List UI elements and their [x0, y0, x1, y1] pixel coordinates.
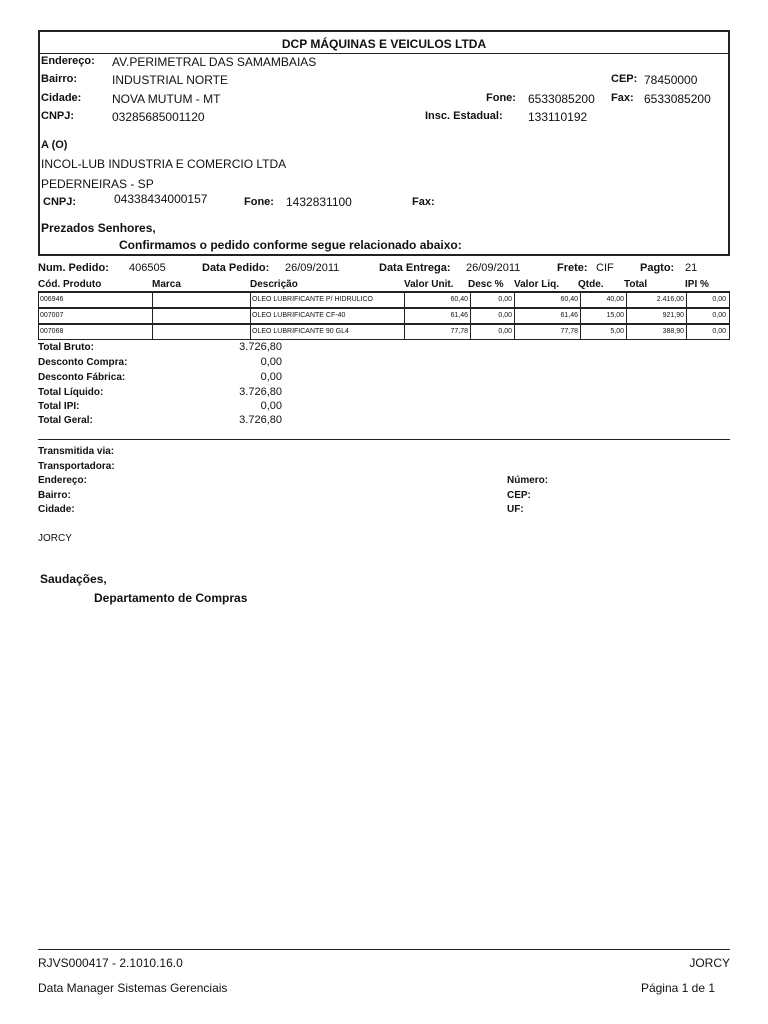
- cell-brand: [153, 309, 251, 323]
- fone-label: Fone:: [486, 92, 516, 104]
- cell-description: OLEO LUBRIFICANTE 90 GL4: [251, 325, 405, 339]
- order-date-value: 26/09/2011: [285, 262, 340, 274]
- payment-label: Pagto:: [640, 262, 675, 274]
- shipping-uf-label: UF:: [507, 504, 524, 515]
- cell-qty: 40,00: [581, 293, 627, 307]
- col-header-discount: Desc %: [468, 279, 504, 290]
- table-row: [38, 292, 730, 308]
- address-value: AV.PERIMETRAL DAS SAMAMBAIAS: [112, 55, 317, 69]
- cell-qty: 15,00: [581, 309, 627, 323]
- col-header-qty: Qtde.: [578, 279, 604, 290]
- cell-discount: 0,00: [471, 293, 515, 307]
- purchase-discount-label: Desconto Compra:: [38, 357, 128, 368]
- cell-unit-price: 61,46: [405, 309, 471, 323]
- total-net-value: 3.726,80: [239, 386, 282, 398]
- recipient-name: INCOL-LUB INDUSTRIA E COMERCIO LTDA: [41, 157, 287, 171]
- payment-value: 21: [685, 262, 698, 274]
- transmitted-via-label: Transmitida via:: [38, 446, 115, 457]
- shipping-address-label: Endereço:: [38, 475, 87, 486]
- cell-ipi: 0,00: [712, 296, 726, 303]
- recipient-fone-value: 1432831100: [286, 195, 352, 209]
- cnpj-value: 03285685001120: [112, 110, 205, 124]
- cell-description: OLEO LUBRIFICANTE CF-40: [251, 309, 405, 323]
- cell-discount: 0,00: [471, 325, 515, 339]
- total-gross-label: Total Bruto:: [38, 342, 94, 353]
- cell-code: 007007: [39, 309, 153, 323]
- cidade-label: Cidade:: [41, 92, 82, 104]
- shipping-number-label: Número:: [507, 475, 549, 486]
- carrier-label: Transportadora:: [38, 461, 115, 472]
- shipping-city-label: Cidade:: [38, 504, 75, 515]
- fone-value: 6533085200: [528, 92, 595, 106]
- cell-qty: 5,00: [581, 325, 627, 339]
- address-label: Endereço:: [41, 55, 95, 67]
- cell-net-price: 60,40: [515, 293, 581, 307]
- table-row: [38, 324, 730, 340]
- cell-ipi: 0,00: [712, 328, 726, 335]
- insc-label: Insc. Estadual:: [425, 110, 503, 122]
- cell-code: 006946: [39, 293, 153, 307]
- divider: [38, 53, 730, 54]
- total-ipi-label: Total IPI:: [38, 401, 80, 412]
- factory-discount-label: Desconto Fábrica:: [38, 372, 126, 383]
- total-ipi-value: 0,00: [260, 400, 282, 412]
- recipient-fone-label: Fone:: [244, 196, 274, 208]
- table-row: [38, 308, 730, 324]
- cell-net-price: 61,46: [515, 309, 581, 323]
- factory-discount-value: 0,00: [260, 371, 282, 383]
- footer-divider: [38, 949, 730, 950]
- cell-ipi: 0,00: [712, 312, 726, 319]
- department-name: Departamento de Compras: [94, 591, 248, 605]
- purchase-discount-value: 0,00: [260, 356, 282, 368]
- delivery-date-label: Data Entrega:: [379, 262, 451, 274]
- user-name: JORCY: [38, 533, 72, 544]
- cidade-value: NOVA MUTUM - MT: [112, 92, 221, 106]
- cell-unit-price: 60,40: [405, 293, 471, 307]
- col-header-total: Total: [624, 279, 648, 290]
- recipient-header: A (O): [41, 139, 68, 151]
- footer-user: JORCY: [689, 956, 730, 970]
- recipient-city: PEDERNEIRAS - SP: [41, 177, 154, 191]
- bairro-label: Bairro:: [41, 73, 78, 85]
- cell-description: OLEO LUBRIFICANTE P/ HIDRULICO: [251, 293, 405, 307]
- order-number-label: Num. Pedido:: [38, 262, 109, 274]
- cell-brand: [153, 325, 251, 339]
- cell-total: 2.416,00: [627, 293, 687, 307]
- order-date-label: Data Pedido:: [202, 262, 270, 274]
- freight-label: Frete:: [557, 262, 588, 274]
- footer-code: RJVS000417 - 2.1010.16.0: [38, 956, 183, 970]
- shipping-bairro-label: Bairro:: [38, 490, 71, 501]
- divider: [38, 439, 730, 440]
- greeting: Prezados Senhores,: [41, 221, 156, 235]
- company-name: DCP MÁQUINAS E VEICULOS LTDA: [281, 37, 487, 51]
- fax-label: Fax:: [611, 92, 634, 104]
- grand-total-label: Total Geral:: [38, 415, 93, 426]
- recipient-cnpj-label: CNPJ:: [43, 196, 77, 208]
- freight-value: CIF: [596, 262, 614, 274]
- cell-total: 388,90: [627, 325, 687, 339]
- col-header-unit-price: Valor Unit.: [404, 279, 454, 290]
- recipient-cnpj-value: 04338434000157: [114, 192, 208, 206]
- closing-salutation: Saudações,: [40, 572, 107, 586]
- cnpj-label: CNPJ:: [41, 110, 75, 122]
- cep-label: CEP:: [611, 73, 638, 85]
- order-number-value: 406505: [129, 262, 166, 274]
- grand-total-value: 3.726,80: [239, 414, 282, 426]
- fax-value: 6533085200: [644, 92, 711, 106]
- col-header-brand: Marca: [152, 279, 181, 290]
- cell-discount: 0,00: [471, 309, 515, 323]
- col-header-net-price: Valor Liq.: [514, 279, 560, 290]
- shipping-cep-label: CEP:: [507, 490, 531, 501]
- cell-unit-price: 77,78: [405, 325, 471, 339]
- cep-value: 78450000: [644, 73, 698, 87]
- footer-system: Data Manager Sistemas Gerenciais: [38, 981, 228, 995]
- confirmation-text: Confirmamos o pedido conforme segue relacionado abaixo:: [119, 238, 462, 252]
- cell-brand: [153, 293, 251, 307]
- delivery-date-value: 26/09/2011: [466, 262, 521, 274]
- col-header-description: Descrição: [250, 279, 298, 290]
- recipient-fax-label: Fax:: [412, 196, 435, 208]
- cell-code: 007068: [39, 325, 153, 339]
- total-net-label: Total Líquido:: [38, 387, 104, 398]
- total-gross-value: 3.726,80: [239, 341, 282, 353]
- col-header-ipi: IPI %: [685, 279, 709, 290]
- footer-page: Página 1 de 1: [640, 981, 715, 995]
- bairro-value: INDUSTRIAL NORTE: [112, 73, 229, 87]
- cell-net-price: 77,78: [515, 325, 581, 339]
- cell-total: 921,90: [627, 309, 687, 323]
- col-header-code: Cód. Produto: [38, 279, 102, 290]
- insc-value: 133110192: [528, 110, 588, 124]
